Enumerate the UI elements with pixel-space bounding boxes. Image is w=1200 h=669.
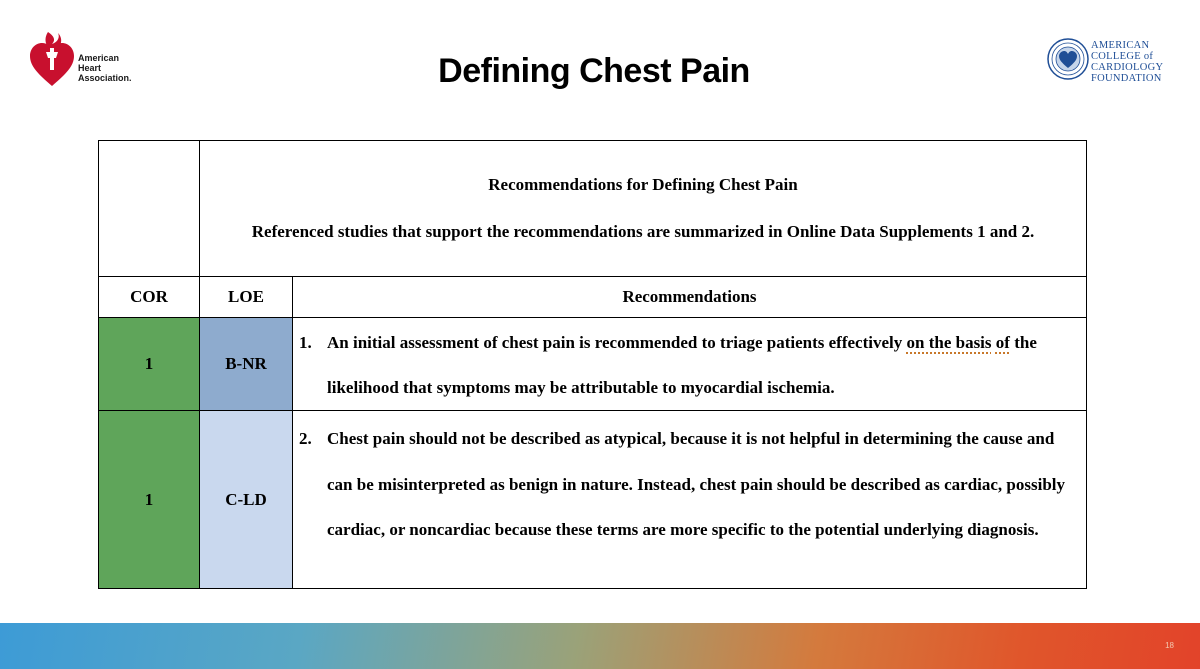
- recommendation-text: An initial assessment of chest pain is recommended to triage patients effectively on the basis of the likelihood that symptoms may be attributable to myocardial ischemia.: [327, 333, 1037, 397]
- recommendation-number: 1.: [299, 333, 312, 352]
- acc-logo: [1047, 38, 1197, 84]
- column-header-cor: COR: [99, 277, 200, 318]
- cor-cell: 1: [99, 318, 200, 411]
- spellcheck-flag: on the basis: [906, 333, 992, 352]
- recommendation-cell: [293, 318, 1087, 411]
- aha-logo-text: American Heart Association.: [78, 53, 132, 83]
- footer-gradient-band: [0, 623, 1200, 669]
- recommendation-text: Chest pain should not be described as atypical, because it is not helpful in determining the cause and can be misinterpreted as benign in nature. Instead, chest pain should be described as cardiac, possibly cardiac, or noncardiac because these terms are more specific to the potential underlying diagnosis.: [327, 429, 1066, 539]
- table-header-row: [99, 141, 1087, 277]
- table-heading: Recommendations for Defining Chest Pain: [488, 175, 798, 194]
- empty-corner-cell: [99, 141, 200, 277]
- loe-cell: C-LD: [200, 411, 293, 589]
- page-number: 18: [1165, 641, 1174, 650]
- table-row: [99, 318, 1087, 411]
- column-header-recommendations: Recommendations: [293, 277, 1087, 318]
- loe-cell: B-NR: [200, 318, 293, 411]
- column-header-row: [99, 277, 1087, 318]
- table-row: [99, 411, 1087, 589]
- acc-seal-icon: [1047, 38, 1089, 80]
- recommendation-cell: [293, 411, 1087, 589]
- table-subheading: Referenced studies that support the recommendations are summarized in Online Data Supplements 1 and 2.: [251, 222, 1035, 241]
- acc-logo-text: AMERICAN COLLEGE of CARDIOLOGY FOUNDATION: [1091, 40, 1164, 84]
- column-header-loe: LOE: [200, 277, 293, 318]
- recommendations-table: [98, 140, 1087, 589]
- page-title: Defining Chest Pain: [438, 52, 750, 90]
- table-heading-cell: [200, 141, 1087, 277]
- spellcheck-flag: of: [995, 333, 1010, 352]
- cor-cell: 1: [99, 411, 200, 589]
- recommendation-number: 2.: [299, 429, 312, 448]
